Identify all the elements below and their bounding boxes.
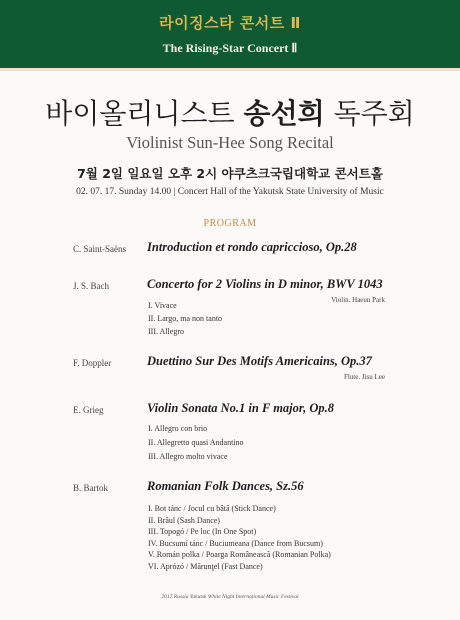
work-title: Romanian Folk Dances, Sz.56 (147, 479, 304, 493)
performer-name: 송선희 (243, 97, 325, 130)
work-title: Introduction et rondo capriccioso, Op.28 (147, 240, 357, 254)
composer: B. Bartok (73, 483, 108, 493)
header-banner (0, 0, 460, 71)
movement: I. Allegro con brio (148, 424, 208, 433)
movement-list (148, 301, 222, 340)
concert-series-title-en: The Rising-Star Concert Ⅱ (162, 41, 298, 55)
date-venue-ko: 7월 2일 일요일 오후 2시 야쿠츠크국립대학교 콘서트홀 (77, 166, 383, 181)
movement: I. Bot tánc / Jocul cu bâtă (Stick Dance) (148, 504, 276, 513)
movement: V. Román polka / Poarga Românească (Romanian Polka) (148, 550, 331, 560)
recital-title (0, 92, 460, 132)
composer: C. Saint-Saëns (73, 244, 126, 254)
composer: J. S. Bach (73, 281, 109, 291)
work-title: Concerto for 2 Violins in D minor, BWV 1043 (147, 277, 383, 291)
movement: II. Largo, ma non tanto (148, 314, 223, 323)
guest-performer: Violin. Haeun Park (331, 296, 385, 304)
movement: III. Allegro (148, 327, 184, 336)
work-title: Violin Sonata No.1 in F major, Op.8 (147, 401, 334, 415)
guest-performer: Flute. Jisu Lee (343, 373, 385, 381)
recital-title-en: Violinist Sun-Hee Song Recital (126, 133, 334, 152)
title-suffix: 독주회 (333, 97, 415, 130)
movement: III. Topogó / Pe loc (In One Spot) (148, 527, 257, 537)
concert-series-title-ko: 라이징스타 콘서트 Ⅱ (159, 14, 301, 32)
program-heading: PROGRAM (203, 218, 257, 229)
composer: F. Doppler (73, 358, 112, 368)
movement: I. Vivace (148, 301, 177, 310)
work-title: Duettino Sur Des Motifs Americains, Op.37 (147, 354, 372, 368)
composer: E. Grieg (73, 405, 104, 415)
movement: VI. Aprózó / Mărunţel (Fast Dance) (148, 561, 263, 571)
movement-list (148, 424, 244, 466)
movement: II. Allegretto quasi Andantino (148, 438, 244, 447)
festival-footer: 2017 Russia Yakutsk White Night International Music Festival (161, 594, 299, 600)
movement: II. Brâul (Sash Dance) (148, 515, 220, 525)
movement: IV. Bucsumí tánc / Buciumeana (Dance from Bucsum) (148, 538, 323, 548)
date-venue-en: 02. 07. 17. Sunday 14.00 | Concert Hall of the Yakutsk State University of Music (76, 187, 384, 197)
title-prefix: 바이올리니스트 (45, 97, 235, 130)
movement-list (148, 504, 331, 574)
movement: III. Allegro molto vivace (148, 452, 228, 461)
